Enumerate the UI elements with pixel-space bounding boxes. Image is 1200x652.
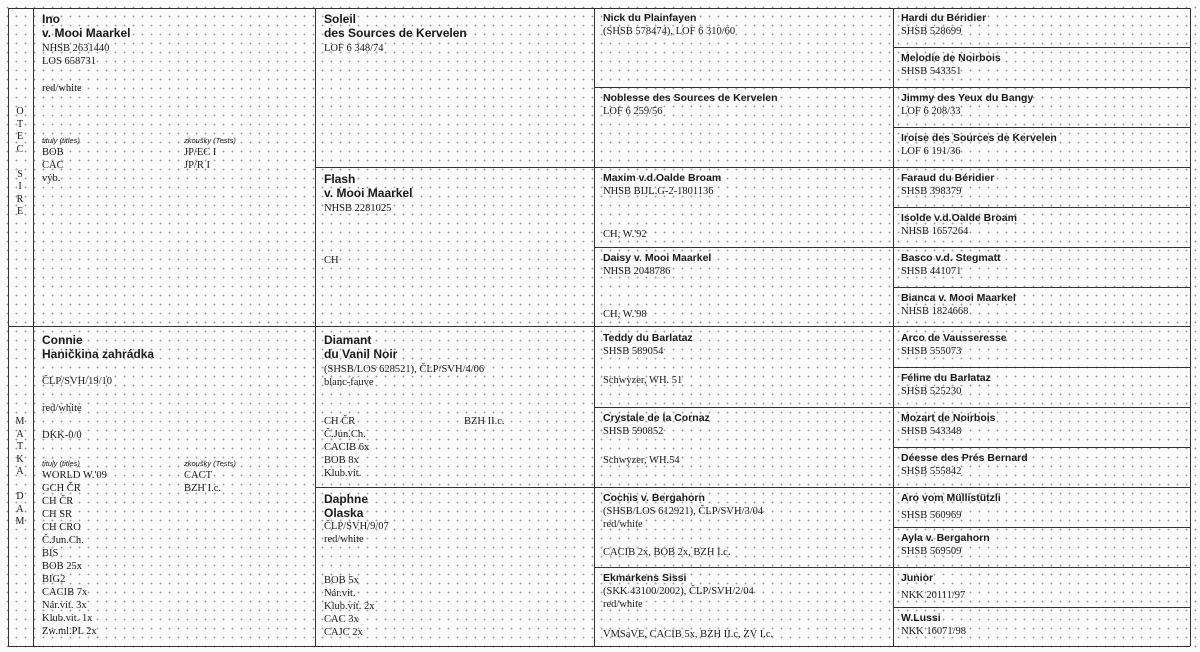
dog-name: Soleil [324,12,357,26]
gen3-divider-b [594,167,893,168]
dog-name: Ekmarkens Sissi [603,572,687,584]
title-entry: Č.Jun.Ch. [42,535,84,546]
col-line-4 [893,8,894,646]
dam-letter [14,479,26,492]
sire-letter: E [16,206,24,217]
title-entry: CACIB 6x [324,442,370,453]
dog-kennel: v. Mooi Maarkel [324,186,413,200]
dam-letter: T [16,441,24,452]
gen4-divider-9 [893,367,1190,368]
dog-color: blanc-fauve [324,377,374,388]
gen4-divider-2 [893,87,1190,88]
sire-reg: LOS 658731 [42,56,96,67]
dog-titles: CH [324,255,339,266]
dog-titles: Schwyzer, WH. 51 [603,375,683,386]
title-entry: Zw.ml.PL 2x [42,626,97,637]
dam-letter: M [15,516,25,527]
dam-kennel: Haničkina zahrádka [42,347,155,361]
dog-color: red/white [324,534,364,545]
sire-kennel: v. Mooi Maarkel [42,26,131,40]
dog-reg: LOF 6 348/74 [324,43,384,54]
dog-titles [324,415,369,480]
title-entry: CAJC 2x [324,627,363,638]
sire-color: red/white [42,83,82,94]
title-entry: Č.Jun.Ch. [324,429,366,440]
dog-reg: ČLP/SVH/9/07 [324,521,389,532]
sire-letter: S [17,168,23,180]
title-entry: CAC [42,160,64,171]
dog-reg: NHSB BIJL.G-2-1801136 [603,186,714,197]
dog-reg: LOF 6 191/36 [901,146,961,157]
title-entry: BOB 25x [42,561,82,572]
gen4-cell [901,212,1187,238]
dam-dkk: DKK-0/0 [42,430,82,441]
dog-reg: NHSB 1657264 [901,226,969,237]
frame-top [8,8,1190,9]
dog-name: Teddy du Barlataz [603,332,693,344]
gen4-cell [901,292,1187,318]
sire-letter [14,156,26,169]
dog-name: Diamant [324,333,372,347]
title-entry: GCH ČR [42,483,81,494]
dam-letter: A [16,503,24,515]
dam-side-label [14,416,26,529]
dog-kennel: des Sources de Kervelen [324,26,467,40]
dam-letter: D [16,491,24,502]
dog-reg: NKK 20111/97 [901,590,966,601]
col-line-1 [33,8,34,646]
sire-tests [184,136,236,172]
gen4-divider-14 [893,567,1190,568]
gen3-cell [603,332,889,404]
gen4-divider-10 [893,407,1190,408]
gen4-cell [901,332,1187,358]
gen4-cell [901,52,1187,78]
dog-name: Jimmy des Yeux du Bangy [901,92,1034,104]
dog-kennel: Olaska [324,506,364,520]
titles-heading: tituly (titles) [42,136,80,145]
gen4-divider-12 [893,487,1190,488]
gen4-divider-5 [893,207,1190,208]
dog-reg: SHSB 560969 [901,510,962,521]
dog-name: Isolde v.d.Oalde Broam [901,212,1017,224]
sire-titles [42,136,80,185]
dog-reg: NHSB 2048786 [603,266,671,277]
dog-reg: SHSB 525230 [901,386,962,397]
sire-dam-cell [324,172,590,322]
gen4-cell [901,252,1187,278]
gen4-cell [901,412,1187,438]
gen4-divider-7 [893,287,1190,288]
gen4-divider-3 [893,127,1190,128]
dog-color: red/white [603,519,643,530]
sire-dam-divider [8,326,1190,327]
dam-titles [42,459,107,638]
gen2-divider-a [315,167,594,168]
dog-reg: LOF 6 208/33 [901,106,961,117]
dam-tests [184,459,236,495]
title-entry: CAC 3x [324,614,359,625]
dog-name: Melodie de Noirbois [901,52,1001,64]
dog-reg: (SHSB/LOS 628521), ČLP/SVH/4/06 [324,364,485,375]
dog-reg: SHSB 528699 [901,26,962,37]
titles-heading: tituly (titles) [42,459,80,468]
title-entry: WORLD W.'09 [42,470,107,481]
gen3-cell [603,412,889,484]
dam-letter: A [16,428,24,440]
dam-dam-cell [324,492,590,644]
sire-reg: NHSB 2631440 [42,43,110,54]
dog-kennel: du Vanil Noir [324,347,398,361]
col-line-3 [594,8,595,646]
gen4-cell [901,612,1187,638]
gen4-cell [901,92,1187,118]
gen3-cell [603,12,889,84]
dog-name: Bianca v. Mooi Maarkel [901,292,1016,304]
gen3-divider-d [594,407,893,408]
tests-heading: zkoušky (Tests) [184,459,236,468]
dog-reg: SHSB 543351 [901,66,962,77]
col-line-2 [315,8,316,646]
dog-titles: Schwyzer, WH.54 [603,455,680,466]
frame-right [1190,8,1191,646]
title-entry: CACIB 7x [42,587,88,598]
dog-reg: (SHSB 578474), LOF 6 310/60 [603,26,736,37]
sire-name: Ino [42,12,60,26]
dam-color: red/white [42,403,82,414]
gen4-cell [901,372,1187,398]
dog-name: Daisy v. Mooi Maarkel [603,252,712,264]
dog-name: Maxim v.d.Oalde Broam [603,172,722,184]
dog-reg: SHSB 590852 [603,426,664,437]
dam-letter: M [15,416,25,427]
dog-titles: CACIB 2x, BOB 2x, BZH I.c. [603,547,731,558]
dog-name: Junior [901,572,934,584]
dam-reg: ČLP/SVH/19/10 [42,376,113,387]
gen4-divider-6 [893,247,1190,248]
gen2-divider-b [315,487,594,488]
dog-reg: LOF 6 259/56 [603,106,663,117]
dog-name: Déesse des Prés Bernard [901,452,1028,464]
dog-name: Hardi du Béridier [901,12,987,24]
dam-letter: K [16,453,24,465]
dog-name: Faraud du Béridier [901,172,995,184]
dog-name: Daphne [324,492,369,506]
sire-letter: C [16,143,24,155]
gen3-divider-c [594,247,893,248]
sire-side-label [14,106,26,219]
sire-letter: O [16,106,24,117]
title-entry: CH ČR [324,416,356,427]
title-entry: Nár.vít. 3x [42,600,87,611]
dog-reg: (SKK 43100/2002), ČLP/SVH/2/04 [603,586,754,597]
dog-titles [324,574,374,639]
dog-reg: SHSB 398379 [901,186,962,197]
dog-name: Arco de Vausseresse [901,332,1007,344]
dog-name: Noblesse des Sources de Kervelen [603,92,778,104]
dog-name: Flash [324,172,356,186]
gen3-cell [603,92,889,164]
gen3-cell [603,572,889,644]
gen4-cell [901,12,1187,38]
dog-reg: SHSB 569509 [901,546,962,557]
title-entry: BOB 5x [324,575,359,586]
dog-reg: SHSB 441071 [901,266,962,277]
dog-name: Aro vom Müllistützli [901,492,1001,504]
title-entry: BIS [42,548,59,559]
dog-reg: SHSB 543348 [901,426,962,437]
dog-reg: NKK 16071/98 [901,626,967,637]
title-entry: BOB [42,147,64,158]
test-entry: BZH I.c. [184,483,222,494]
sire-cell [42,12,312,324]
title-entry: BOB 8x [324,455,359,466]
gen4-divider-11 [893,447,1190,448]
dog-name: Ayla v. Bergahorn [901,532,990,544]
title-entry: CH CRO [42,522,81,533]
gen4-cell [901,452,1187,478]
dog-reg: SHSB 555842 [901,466,962,477]
frame-left [8,8,9,646]
dog-reg: (SHSB/LOS 612921), ČLP/SVH/3/04 [603,506,764,517]
test-entry: JP/R I [184,160,210,171]
dam-name: Connie [42,333,83,347]
dog-reg: NHSB 2281025 [324,203,392,214]
gen4-cell [901,132,1187,158]
gen4-divider-4 [893,167,1190,168]
dam-letter: A [16,466,24,477]
dog-titles: VMSaVE, CACIB 5x, BZH II.c, ZV I.c. [603,629,774,640]
dam-sire-cell [324,333,590,483]
sire-letter: I [18,181,22,192]
dog-reg: SHSB 589054 [603,346,664,357]
title-entry: CH SR [42,509,73,520]
title-entry: Nár.vít. [324,588,356,599]
title-entry: Klub.vít. 1x [42,613,93,624]
dog-name: Féline du Barlataz [901,372,991,384]
gen3-cell [603,492,889,564]
gen4-divider-15 [893,607,1190,608]
sire-letter: R [16,193,24,205]
gen3-divider-a [594,87,893,88]
gen4-divider-1 [893,47,1190,48]
sire-sire-cell [324,12,590,55]
dog-color: red/white [603,599,643,610]
gen3-cell [603,252,889,324]
test-entry: JP/EC I [184,147,217,158]
dog-name: Basco v.d. Stegmatt [901,252,1001,264]
dog-reg: SHSB 555073 [901,346,962,357]
gen3-divider-f [594,567,893,568]
sire-letter: T [16,118,24,130]
dog-name: Cochis v. Bergahorn [603,492,705,504]
title-entry: CH ČR [42,496,74,507]
dog-name: Crystale de la Cornaz [603,412,710,424]
dog-reg: NHSB 1824668 [901,306,969,317]
dog-name: W.Lussi [901,612,941,624]
gen4-cell [901,492,1187,522]
dog-titles: CH, W.'98 [603,309,647,320]
title-entry: BIG2 [42,574,66,585]
title-entry: výb. [42,173,61,184]
gen4-cell [901,572,1187,602]
gen3-divider-e [594,487,893,488]
gen3-cell [603,172,889,244]
test-entry: CACT [184,470,213,481]
sire-letter: E [16,131,24,142]
title-entry: Klub.vít. [324,468,362,479]
dog-name: Iroise des Sources de Kervelen [901,132,1057,144]
dog-test: BZH II.c. [464,416,505,427]
gen4-cell [901,172,1187,198]
frame-bottom [8,646,1190,647]
dog-name: Nick du Plainfayen [603,12,697,24]
dog-name: Mozart de Noirbois [901,412,996,424]
gen4-divider-13 [893,527,1190,528]
dog-titles: CH, W.'92 [603,229,647,240]
title-entry: Klub.vít. 2x [324,601,375,612]
tests-heading: zkoušky (Tests) [184,136,236,145]
gen4-cell [901,532,1187,558]
dam-cell [42,333,312,645]
